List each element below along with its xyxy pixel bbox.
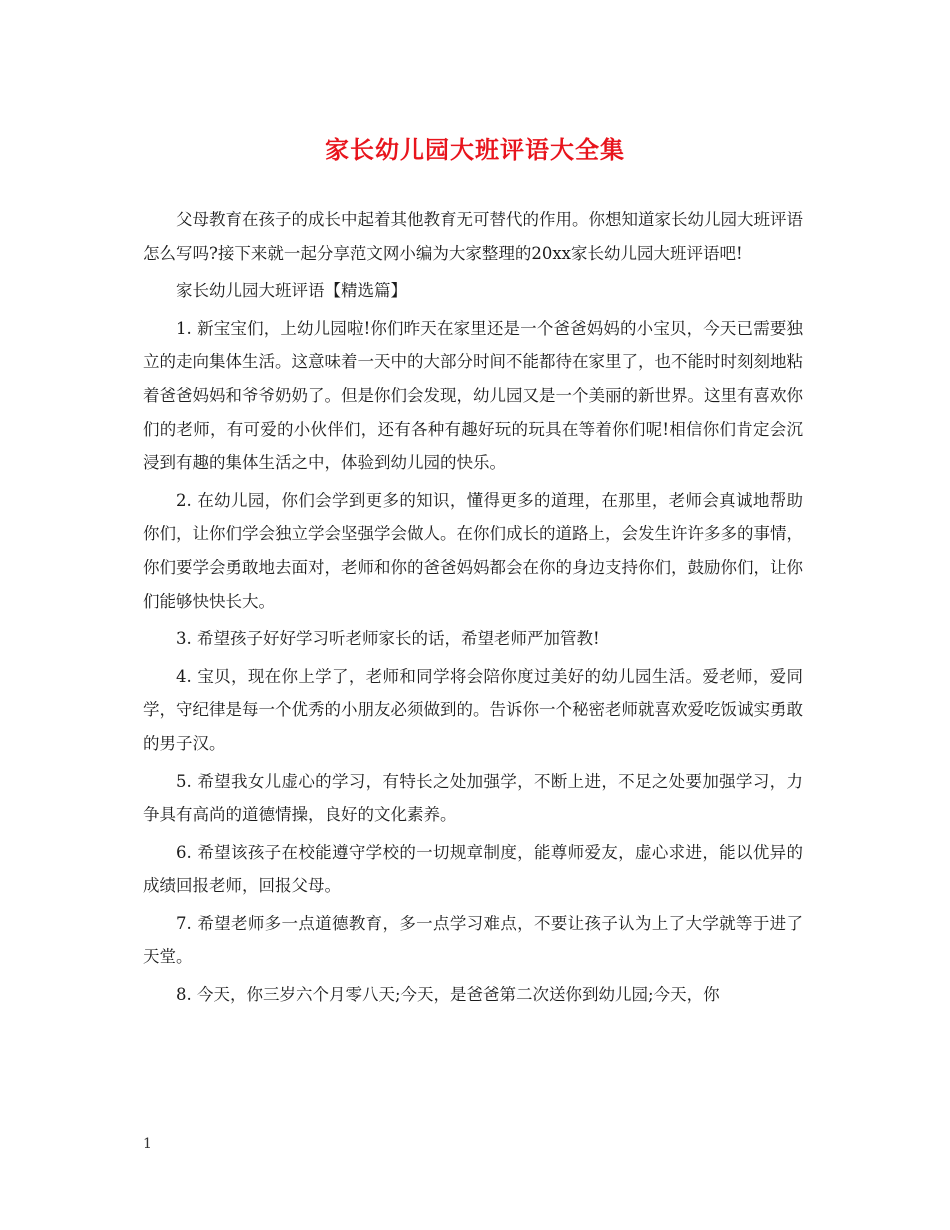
comment-paragraph-3: 3. 希望孩子好好学习听老师家长的话，希望老师严加管教!	[176, 629, 600, 649]
comment-paragraph-1: 1. 新宝宝们，上幼儿园啦!你们昨天在家里还是一个爸爸妈妈的小宝贝，今天已需要独立的走向集体生活。这意味着一天中的大部分时间不能都待在家里了，也不能时时刻刻地粘着爸爸妈妈和爷爷奶奶了。但是你们会发现，幼儿园又是一个美丽的新世界。这里有喜欢你们的老师，有可爱的小伙伴们，还有各种有趣好玩的玩具在等着你们呢!相信你们肯定会沉浸到有趣的集体生活之中，体验到幼儿园的快乐。	[143, 318, 803, 473]
comment-paragraph-4: 4. 宝贝，现在你上学了，老师和同学将会陪你度过美好的幼儿园生活。爱老师，爱同学，守纪律是每一个优秀的小朋友必须做到的。告诉你一个秘密老师就喜欢爱吃饭诚实勇敢的男子汉。	[143, 666, 803, 753]
comment-paragraph-8: 8. 今天，你三岁六个月零八天;今天，是爸爸第二次送你到幼儿园;今天，你	[176, 985, 720, 1005]
comment-paragraph-6: 6. 希望该孩子在校能遵守学校的一切规章制度，能尊师爱友，虚心求进，能以优异的成绩回报老师，回报父母。	[143, 842, 803, 896]
document-body	[143, 203, 803, 1016]
intro-paragraph: 父母教育在孩子的成长中起着其他教育无可替代的作用。你想知道家长幼儿园大班评语怎么写吗?接下来就一起分享范文网小编为大家整理的20xx家长幼儿园大班评语吧!	[143, 210, 803, 263]
comment-paragraph-5: 5. 希望我女儿虚心的学习，有特长之处加强学，不断上进，不足之处要加强学习，力争具有高尚的道德情操，良好的文化素养。	[143, 771, 803, 825]
page-title: 家长幼儿园大班评语大全集	[325, 135, 625, 164]
comment-paragraph-7: 7. 希望老师多一点道德教育，多一点学习难点，不要让孩子认为上了大学就等于进了天堂。	[143, 913, 803, 967]
page-number: 1	[143, 1136, 152, 1152]
section-heading: 家长幼儿园大班评语【精选篇】	[176, 281, 407, 301]
comment-paragraph-2: 2. 在幼儿园，你们会学到更多的知识，懂得更多的道理，在那里，老师会真诚地帮助你们，让你们学会独立学会坚强学会做人。在你们成长的道路上，会发生许许多多的事情，你们要学会勇敢地去面对，老师和你的爸爸妈妈都会在你的身边支持你们，鼓励你们，让你们能够快快长大。	[143, 490, 803, 611]
